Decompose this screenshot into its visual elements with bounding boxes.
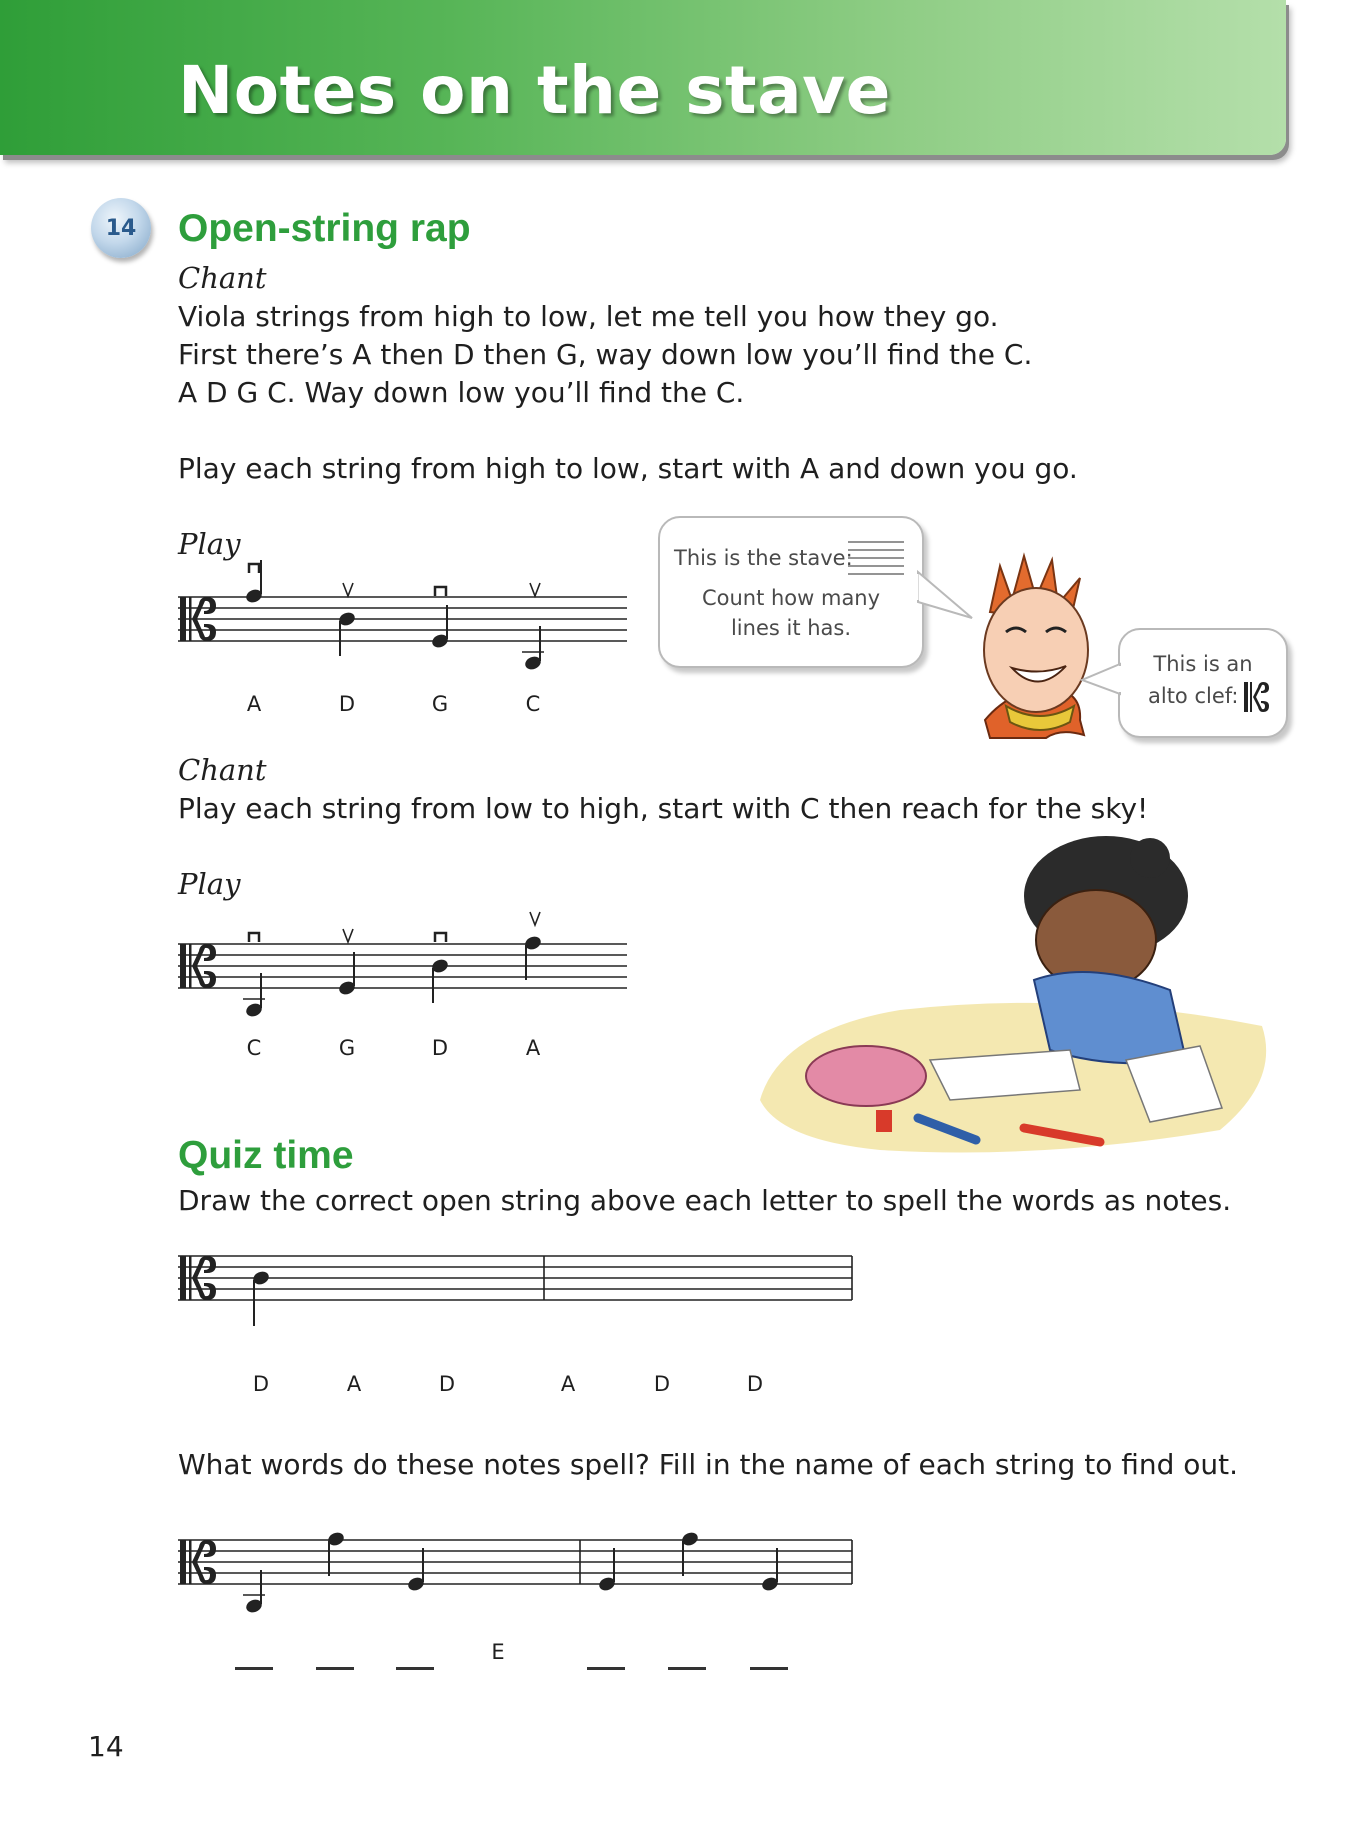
answer-blank[interactable] [750,1667,788,1670]
note-g [338,929,356,996]
chant-label-2: Chant [178,753,267,787]
note-label: C [525,692,541,716]
bubble-line: alto clef: [1148,684,1239,708]
bubble-line: This is the stave: [674,546,853,570]
audio-track-badge[interactable]: 14 [91,198,151,258]
quiz-note [407,1548,425,1592]
note-c [522,583,544,671]
play-label: Play [178,527,241,561]
quiz-note [761,1548,779,1592]
quiz-stave-2 [178,1540,852,1584]
note-label: D [338,692,356,716]
note-label: G [338,1036,356,1060]
answer-blank[interactable] [316,1667,354,1670]
quiz-letter: A [560,1372,576,1396]
section-title-quiz-time: Quiz time [178,1134,354,1177]
stave-lines [178,597,627,641]
note-c [243,933,265,1018]
bubble-line: lines it has. [730,616,852,640]
bubble-line: This is an [1153,652,1253,676]
quiz-letter: D [746,1372,764,1396]
boy-illustration [984,556,1088,738]
note-a [245,560,263,604]
answer-blank[interactable] [668,1667,706,1670]
answer-blank[interactable] [235,1667,273,1670]
stave-icon [848,540,904,580]
note-label: C [246,1036,262,1060]
stave-lines-2 [178,944,627,988]
bubble-line: Count how many [701,586,881,610]
page-number: 14 [88,1730,124,1763]
rap-line-3: A D G C. Way down low you’ll find the C. [178,376,745,409]
quiz-note [243,1570,265,1614]
bubble-tail [918,566,978,626]
answer-blank[interactable] [396,1667,434,1670]
play-instruction-low-to-high: Play each string from low to high, start with C then reach for the sky! [178,792,1149,825]
note-label: G [431,692,449,716]
answer-blank[interactable] [587,1667,625,1670]
quiz-instruction-2: What words do these notes spell? Fill in the name of each string to find out. [178,1448,1239,1481]
note-label: A [246,692,262,716]
quiz-letter: A [346,1372,362,1396]
quiz-letter: D [438,1372,456,1396]
speech-bubble-alto-clef [1118,628,1288,738]
quiz-letter: D [252,1372,270,1396]
note-label: A [525,1036,541,1060]
play-instruction-high-to-low: Play each string from high to low, start with A and down you go. [178,452,1078,485]
speech-bubble-stave [658,516,924,668]
play-label-2: Play [178,867,241,901]
quiz-instruction-1: Draw the correct open string above each letter to spell the words as notes. [178,1184,1232,1217]
quiz-stave-1 [178,1256,852,1300]
rap-line-1: Viola strings from high to low, let me tell you how they go. [178,300,999,333]
note-d [338,583,356,656]
quiz-note [598,1548,616,1592]
given-letter-e: E [491,1640,505,1664]
page-title: Notes on the stave [178,52,891,129]
quiz-letter: D [653,1372,671,1396]
alto-clef-icon [1244,682,1270,712]
quiz-note [327,1531,345,1576]
note-label: D [431,1036,449,1060]
chant-label: Chant [178,261,267,295]
example-note-d [252,1270,270,1326]
rap-line-2: First there’s A then D then G, way down low you’ll find the C. [178,338,1033,371]
section-title-open-string-rap: Open-string rap [178,207,471,250]
girl-illustration [760,836,1266,1153]
note-a [524,912,542,980]
bubble-tail [1082,660,1122,700]
quiz-note [681,1531,699,1576]
